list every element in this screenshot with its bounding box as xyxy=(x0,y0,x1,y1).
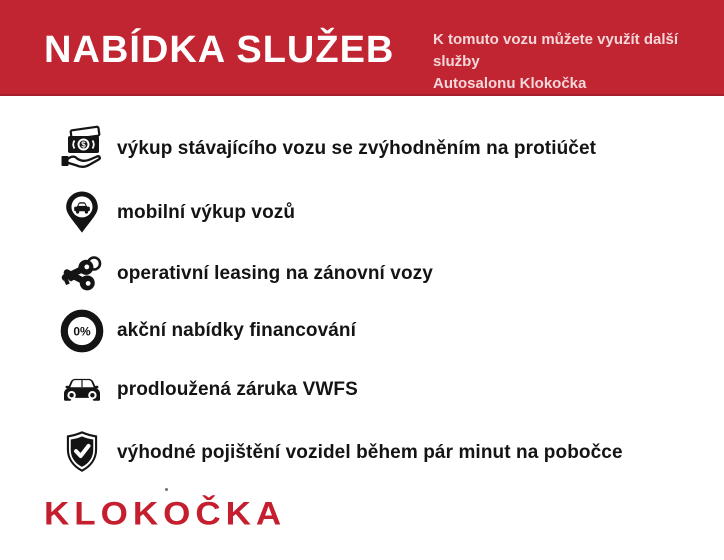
service-row-mobile-buyback xyxy=(58,188,295,238)
header-subtitle xyxy=(433,29,701,95)
speck-artifact xyxy=(165,488,168,491)
header-banner xyxy=(0,0,724,96)
service-label: výhodné pojištění vozidel během pár minut na pobočce xyxy=(117,442,623,463)
service-label: výkup stávajícího vozu se zvýhodněním na protiúčet xyxy=(117,138,597,159)
zero-percent-icon xyxy=(58,306,106,356)
header-subtitle-line1: K tomuto vozu můžete využít další služby xyxy=(433,31,679,70)
service-label: mobilní výkup vozů xyxy=(117,202,296,223)
location-pin-car-icon xyxy=(58,188,106,238)
zero-percent-badge: 0% xyxy=(73,324,91,339)
service-row-financing-offers xyxy=(58,306,356,356)
service-label: prodloužená záruka VWFS xyxy=(117,379,358,400)
service-row-extended-warranty xyxy=(58,365,358,415)
car-icon xyxy=(58,365,106,415)
service-label: akční nabídky financování xyxy=(117,320,357,341)
banknote-symbol: $ xyxy=(81,140,86,150)
page-title: NABÍDKA SLUŽEB xyxy=(44,29,395,71)
service-label: operativní leasing na zánovní vozy xyxy=(117,263,433,284)
header-subtitle-line2: Autosalonu Klokočka xyxy=(433,75,587,92)
service-row-vehicle-insurance xyxy=(58,428,623,478)
car-keys-icon xyxy=(58,249,106,299)
shield-check-icon xyxy=(58,428,106,478)
service-row-operative-leasing xyxy=(58,249,433,299)
klokocka-logo: KLOKOČKA xyxy=(44,496,287,532)
service-row-vehicle-buyback xyxy=(58,124,596,174)
cash-in-hand-icon xyxy=(58,124,106,174)
